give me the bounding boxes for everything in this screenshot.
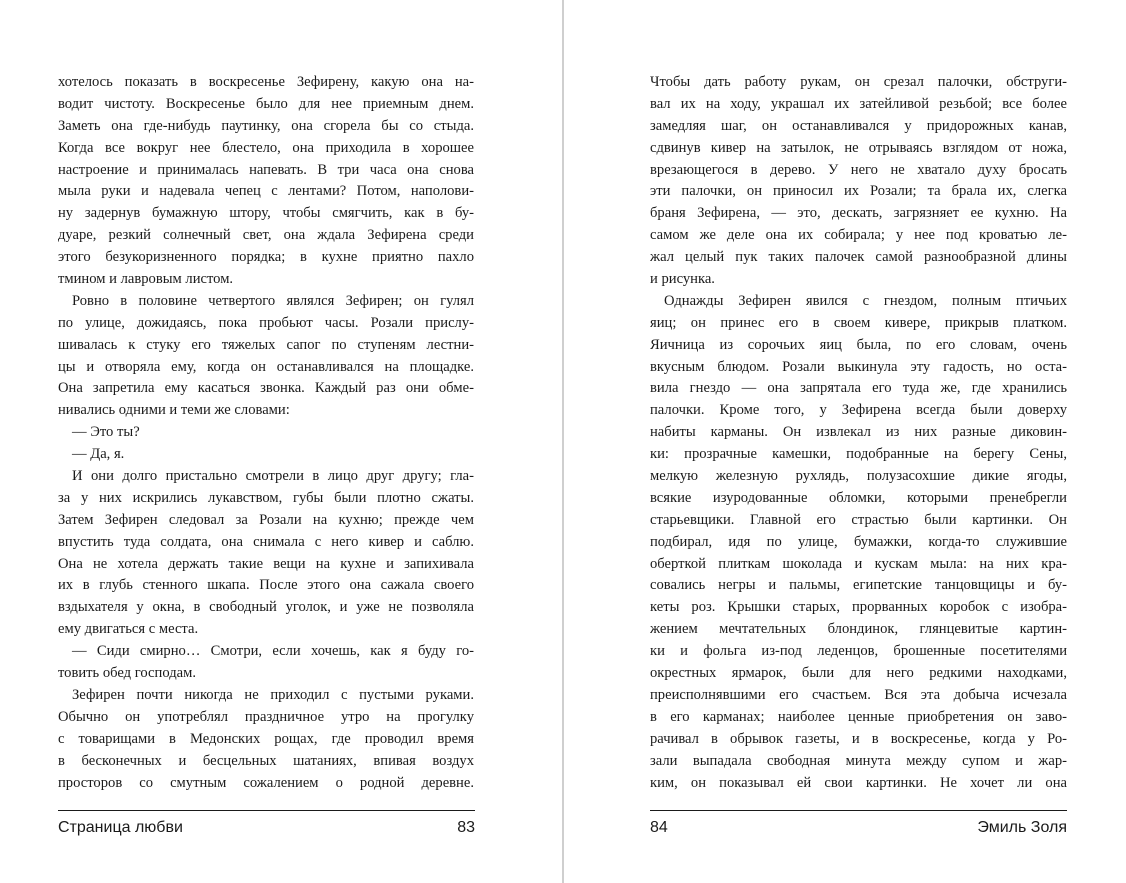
text-line: Однажды Зефирен явился с гнездом, полным птичьих: [664, 292, 1067, 309]
text-line: кеты роз. Крышки старых, прорванных коробок с изобра-: [650, 599, 1067, 616]
text-line: Когда все вокруг нее блестело, она приходила в хорошее: [58, 139, 474, 156]
left-page: [0, 0, 562, 883]
running-title: Страница любви: [58, 819, 183, 836]
text-line: водит чистоту. Воскресенье было для нее приемным днем.: [58, 95, 474, 112]
text-line: зали выпадала свободная минута между супом и жар-: [650, 752, 1067, 769]
text-line: по улице, дожидаясь, пока пробьют часы. Розали прислу-: [58, 314, 474, 331]
text-line: вал их на ходу, украшал их затейливой резьбой; все более: [650, 95, 1067, 112]
text-line: замедляя шаг, он останавливался у придорожных канав,: [650, 117, 1067, 134]
text-line: жал целый пук таких палочек самой разнообразной длины: [650, 249, 1067, 266]
text-line: преисполнявшими его счастьем. Вся эта добыча исчезала: [650, 686, 1067, 703]
text-line: всякие изуродованные обломки, которыми пренебрегли: [650, 489, 1067, 506]
text-line: — Это ты?: [72, 424, 140, 441]
text-line: Чтобы дать работу рукам, он срезал палочки, обструги-: [650, 74, 1067, 90]
text-line: хотелось показать в воскресенье Зефирену, какую она на-: [58, 74, 474, 90]
text-line: Затем Зефирен следовал за Розали на кухню; прежде чем: [58, 511, 474, 528]
footer-rule: [58, 810, 475, 811]
text-line: ки и фольга из-под леденцов, брошенные посетителями: [650, 643, 1067, 660]
text-line: оберткой плиткам шоколада и кускам мыла: на них кра-: [650, 555, 1067, 572]
text-line: набиты карманы. Он извлекал из них разные диковин-: [650, 424, 1067, 441]
text-line: самом же деле она их собирала; у нее под кроватью ле-: [650, 227, 1067, 244]
right-page-text: [650, 72, 1067, 794]
running-author: Эмиль Золя: [977, 819, 1067, 836]
text-line: тмином и лавровым листом.: [58, 271, 234, 288]
text-line: нивались одними и теми же словами:: [58, 402, 290, 419]
text-line: эти палочки, он приносил их Розали; та брала их, слегка: [650, 183, 1067, 200]
text-line: и рисунка.: [650, 271, 715, 288]
text-line: в бесконечных и бесцельных шатаниях, впивая воздух: [58, 752, 474, 769]
text-line: Яичница из сорочьих яиц была, по его словам, очень: [650, 336, 1067, 353]
text-line: ки: прозрачные камешки, подобранные на берегу Сены,: [650, 446, 1067, 463]
text-line: окрестных ярмарок, были для него редкими находками,: [650, 665, 1067, 682]
text-line: врезающегося в дерево. У него не хватало духу бросать: [650, 161, 1067, 178]
text-line: Она запретила ему касаться звонка. Каждый раз они обме-: [58, 380, 474, 397]
text-line: совались негры и пальмы, египетские танцовщицы и бу-: [650, 577, 1067, 594]
text-line: палочки. Кроме того, у Зефирена всегда были доверху: [650, 402, 1067, 419]
text-line: жением мечтательных блондинок, глянцевитые картин-: [650, 621, 1067, 638]
page-number: 83: [457, 819, 475, 836]
text-line: Обычно он употреблял праздничное утро на прогулку: [58, 708, 474, 725]
text-line: старьевщики. Главной его страстью были картинки. Он: [650, 511, 1067, 528]
text-line: просторов со смутным сожалением о родной деревне.: [58, 774, 474, 791]
text-line: в его карманах; наиболее ценные приобретения он заво-: [650, 708, 1067, 725]
right-page: [564, 0, 1126, 883]
text-line: товить обед господам.: [58, 665, 196, 682]
text-line: ну задернув бумажную штору, чтобы смягчить, как в бу-: [58, 205, 474, 222]
text-line: с товарищами в Медонских рощах, где проводил время: [58, 730, 474, 747]
text-line: И они долго пристально смотрели в лицо друг другу; гла-: [72, 468, 474, 485]
text-line: — Да, я.: [72, 446, 125, 463]
text-line: вкусным блюдом. Розали выкинула эту гадость, но оста-: [650, 358, 1067, 375]
text-line: ему двигаться с места.: [58, 621, 199, 638]
text-line: Зефирен почти никогда не приходил с пустыми руками.: [72, 686, 474, 703]
text-line: впустить туда солдата, она снимала с него кивер и саблю.: [58, 533, 474, 550]
text-line: их в глубь стенного шкапа. После этого она сажала своего: [58, 577, 474, 594]
text-line: мелкую железную рухлядь, полузасохшие дикие ягоды,: [650, 468, 1067, 485]
text-line: шивалась к стуку его тяжелых сапог по ступеням лестни-: [58, 336, 474, 353]
text-line: Ровно в половине четвертого являлся Зефирен; он гулял: [72, 292, 474, 309]
text-line: браня Зефирена, — это, дескать, загрязняет ее кухню. На: [650, 205, 1067, 222]
text-line: рачивал в обрывок газеты, и в воскресенье, когда у Ро-: [650, 730, 1067, 747]
text-line: — Сиди смирно… Смотри, если хочешь, как я буду го-: [72, 643, 474, 660]
text-line: яиц; он принес его в своем кивере, прикрыв платком.: [650, 314, 1067, 331]
footer-rule: [650, 810, 1067, 811]
text-line: сдвинув кивер на затылок, не отрываясь взглядом от ножа,: [650, 139, 1067, 156]
text-line: подбирал, идя по улице, бумажки, когда-то служившие: [650, 533, 1067, 550]
text-line: вздыхателя у окна, в свободный уголок, и уже не позволяла: [58, 599, 474, 616]
text-line: ким, он показывал ей свои картинки. Не хочет ли она: [650, 774, 1067, 791]
page-number: 84: [650, 819, 668, 836]
text-line: Заметь она где-нибудь паутинку, она сгорела бы со стыда.: [58, 117, 474, 134]
text-line: за у них искрились лукавством, губы были плотно сжаты.: [58, 489, 474, 506]
text-line: цы и отворяла ему, когда он останавливался на площадке.: [58, 358, 474, 375]
text-line: вила гнездо — она запрятала его туда же, где хранились: [650, 380, 1067, 397]
text-line: Она не хотела держать такие вещи на кухне и запихивала: [58, 555, 474, 572]
text-line: мыла руки и надевала чепец с лентами? Потом, наполови-: [58, 183, 474, 200]
text-line: дуаре, резкий солнечный свет, она ждала Зефирена среди: [58, 227, 474, 244]
text-line: настроение и принималась напевать. В три часа она снова: [58, 161, 474, 178]
text-line: этого безукоризненного порядка; в кухне приятно пахло: [58, 249, 474, 266]
left-page-text: [58, 72, 474, 794]
